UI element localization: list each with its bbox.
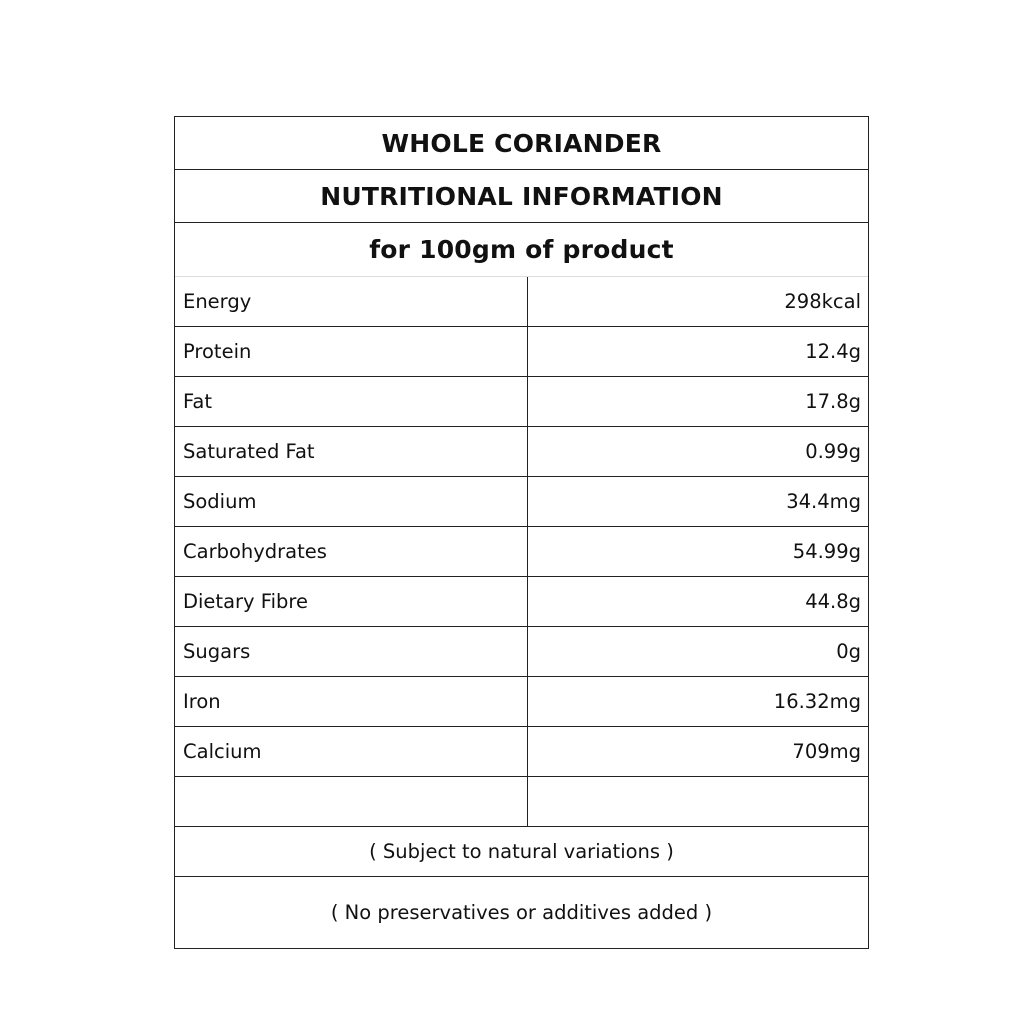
nutrient-value: 16.32mg [773, 690, 861, 713]
nutrient-row-saturated-fat [175, 427, 868, 477]
nutrient-name: Iron [175, 677, 528, 726]
nutrient-name: Sodium [175, 477, 528, 526]
nutrient-value: 17.8g [805, 390, 861, 413]
preservatives-note: ( No preservatives or additives added ) [330, 901, 713, 924]
nutrient-name: Carbohydrates [175, 527, 528, 576]
nutrient-name: Sugars [175, 627, 528, 676]
nutrient-value [528, 777, 868, 826]
nutrient-name: Calcium [175, 727, 528, 776]
nutrient-name: Energy [175, 277, 528, 326]
section-title: NUTRITIONAL INFORMATION [175, 170, 868, 223]
nutrient-name: Fat [175, 377, 528, 426]
nutrient-row-iron [175, 677, 868, 727]
product-name: WHOLE CORIANDER [175, 117, 868, 170]
nutrient-value: 298kcal [784, 290, 861, 313]
variations-note: ( Subject to natural variations ) [175, 827, 868, 877]
nutrient-name: Dietary Fibre [175, 577, 528, 626]
nutrient-name: Protein [175, 327, 528, 376]
nutrient-value: 44.8g [805, 590, 861, 613]
nutrient-value: 34.4mg [786, 490, 861, 513]
nutrient-value: 12.4g [805, 340, 861, 363]
nutrient-row-protein [175, 327, 868, 377]
nutrition-label [174, 116, 869, 949]
nutrient-value: 0.99g [805, 440, 861, 463]
nutrient-value: 709mg [792, 740, 861, 763]
serving-basis: for 100gm of product [175, 223, 868, 277]
nutrient-row-sodium [175, 477, 868, 527]
nutrient-row-calcium [175, 727, 868, 777]
nutrient-row-energy [175, 277, 868, 327]
nutrient-row-dietary-fibre [175, 577, 868, 627]
nutrient-name [175, 777, 528, 826]
nutrient-row-sugars [175, 627, 868, 677]
nutrient-name: Saturated Fat [175, 427, 528, 476]
nutrient-value: 54.99g [792, 540, 861, 563]
nutrient-row-carbohydrates [175, 527, 868, 577]
nutrient-row-fat [175, 377, 868, 427]
nutrient-row-empty [175, 777, 868, 827]
nutrient-value: 0g [836, 640, 861, 663]
